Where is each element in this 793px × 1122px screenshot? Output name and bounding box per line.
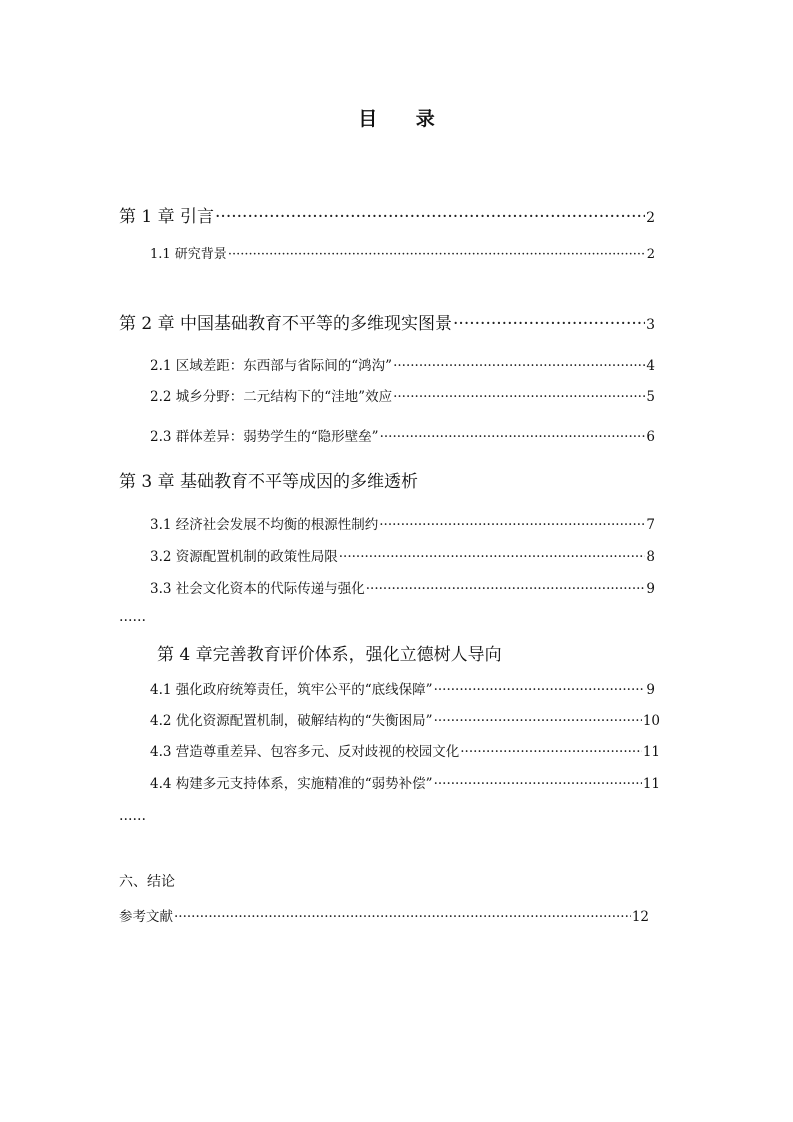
dot-leader xyxy=(215,207,645,227)
toc-entry-page: 9 xyxy=(646,581,655,597)
dot-leader xyxy=(380,429,646,445)
toc-entry-references[interactable] xyxy=(119,905,649,925)
toc-entry-label: 第 1 章 引言 xyxy=(119,207,215,227)
dot-leader xyxy=(366,581,646,597)
toc-entry-page: 11 xyxy=(642,744,660,760)
dot-leader xyxy=(453,314,645,334)
toc-entry-s3-3[interactable] xyxy=(150,577,655,597)
toc-entry-page: 4 xyxy=(646,358,655,374)
toc-entry-label: 4.4 构建多元支持体系，实施精准的“弱势补偿” xyxy=(150,776,433,792)
toc-entry-conclusion[interactable]: 六、结论 xyxy=(119,874,175,890)
toc-entry-s4-3[interactable] xyxy=(150,740,660,760)
toc-entry-s4-2[interactable] xyxy=(150,709,660,729)
toc-entry-label: 4.1 强化政府统筹责任，筑牢公平的“底线保障” xyxy=(150,682,433,698)
dot-leader xyxy=(434,713,642,729)
toc-entry-ch4[interactable]: 第 4 章完善教育评价体系，强化立德树人导向 xyxy=(157,645,502,665)
dot-leader xyxy=(339,549,646,565)
toc-entry-page: 7 xyxy=(646,517,655,533)
toc-entry-ch3[interactable]: 第 3 章 基础教育不平等成因的多维透析 xyxy=(119,472,419,492)
toc-entry-page: 2 xyxy=(646,210,655,226)
dot-leader xyxy=(174,909,631,925)
dot-leader xyxy=(393,358,645,374)
toc-title: 目 录 xyxy=(358,108,451,130)
toc-entry-s3-2[interactable] xyxy=(150,545,655,565)
toc-entry-page: 10 xyxy=(642,713,660,729)
toc-entry-label: 2.2 城乡分野：二元结构下的“洼地”效应 xyxy=(150,389,393,405)
toc-entry-page: 12 xyxy=(631,909,649,925)
toc-entry-ch2[interactable] xyxy=(119,309,655,334)
toc-entry-label: 第 2 章 中国基础教育不平等的多维现实图景 xyxy=(119,314,453,334)
toc-entry-page: 9 xyxy=(646,682,655,698)
dot-leader xyxy=(393,389,645,405)
toc-entry-label: 3.2 资源配置机制的政策性局限 xyxy=(150,549,338,565)
toc-entry-s3-1[interactable] xyxy=(150,513,655,533)
toc-entry-s4-4[interactable] xyxy=(150,772,660,792)
toc-ellipsis: …… xyxy=(119,808,146,824)
dot-leader xyxy=(434,776,642,792)
toc-entry-page: 8 xyxy=(646,549,655,565)
toc-entry-label: 1.1 研究背景 xyxy=(150,247,227,262)
dot-leader xyxy=(379,517,645,533)
toc-entry-ch1[interactable] xyxy=(119,202,655,227)
toc-entry-label: 2.1 区域差距：东西部与省际间的“鸿沟” xyxy=(150,358,393,374)
toc-entry-s1-1[interactable] xyxy=(150,243,655,262)
toc-entry-label: 3.3 社会文化资本的代际传递与强化 xyxy=(150,581,365,597)
toc-entry-page: 2 xyxy=(646,247,655,262)
toc-entry-page: 6 xyxy=(646,429,655,445)
toc-entry-page: 3 xyxy=(646,317,655,333)
dot-leader xyxy=(434,682,646,698)
toc-entry-label: 4.2 优化资源配置机制，破解结构的“失衡困局” xyxy=(150,713,433,729)
toc-entry-label: 参考文献 xyxy=(119,909,173,925)
toc-entry-s4-1[interactable] xyxy=(150,678,655,698)
toc-entry-label: 2.3 群体差异：弱势学生的“隐形壁垒” xyxy=(150,429,379,445)
dot-leader xyxy=(228,247,646,262)
toc-entry-label: 4.3 营造尊重差异、包容多元、反对歧视的校园文化 xyxy=(150,744,460,760)
toc-ellipsis: …… xyxy=(119,609,146,625)
toc-entry-s2-2[interactable] xyxy=(150,385,655,405)
toc-entry-s2-1[interactable] xyxy=(150,354,655,374)
toc-entry-s2-3[interactable] xyxy=(150,425,655,445)
toc-entry-page: 5 xyxy=(646,389,655,405)
toc-entry-page: 11 xyxy=(642,776,660,792)
toc-entry-label: 3.1 经济社会发展不均衡的根源性制约 xyxy=(150,517,379,533)
dot-leader xyxy=(460,744,642,760)
